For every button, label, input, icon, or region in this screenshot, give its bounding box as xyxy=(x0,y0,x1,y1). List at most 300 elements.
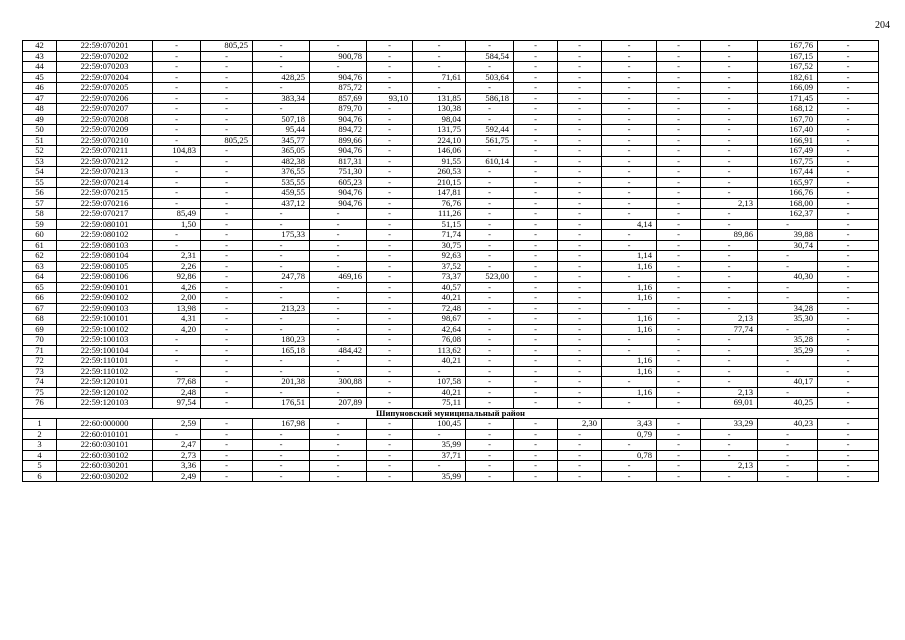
value-cell: - xyxy=(201,345,253,356)
value-cell: - xyxy=(201,377,253,388)
value-cell: - xyxy=(253,461,310,472)
value-cell: 167,98 xyxy=(253,419,310,430)
cadastral-number-cell: 22:59:090101 xyxy=(57,282,153,293)
value-cell: 2,26 xyxy=(153,261,201,272)
value-cell: - xyxy=(466,356,514,367)
row-number-cell: 61 xyxy=(23,240,57,251)
value-cell: - xyxy=(466,104,514,115)
value-cell: - xyxy=(310,335,367,346)
value-cell: - xyxy=(558,72,602,83)
value-cell: - xyxy=(558,303,602,314)
value-cell: - xyxy=(514,293,558,304)
value-cell: - xyxy=(758,293,818,304)
row-number-cell: 52 xyxy=(23,146,57,157)
table-row xyxy=(23,156,879,167)
value-cell: 3,43 xyxy=(602,419,657,430)
value-cell: - xyxy=(466,177,514,188)
value-cell: - xyxy=(818,461,879,472)
value-cell: - xyxy=(657,251,701,262)
value-cell: 2,48 xyxy=(153,387,201,398)
value-cell: 40,25 xyxy=(758,398,818,409)
value-cell: - xyxy=(413,366,466,377)
value-cell: - xyxy=(701,209,758,220)
cadastral-number-cell: 22:60:030202 xyxy=(57,471,153,482)
value-cell: - xyxy=(558,293,602,304)
value-cell: 2,13 xyxy=(701,387,758,398)
value-cell: - xyxy=(657,62,701,73)
value-cell: - xyxy=(466,450,514,461)
value-cell: 92,63 xyxy=(413,251,466,262)
value-cell: - xyxy=(657,198,701,209)
value-cell: - xyxy=(466,62,514,73)
value-cell: - xyxy=(413,461,466,472)
value-cell: - xyxy=(558,51,602,62)
value-cell: 2,73 xyxy=(153,450,201,461)
value-cell: - xyxy=(253,429,310,440)
value-cell: - xyxy=(514,377,558,388)
row-number-cell: 76 xyxy=(23,398,57,409)
value-cell: - xyxy=(558,387,602,398)
table-row xyxy=(23,419,879,430)
cadastral-number-cell: 22:59:110102 xyxy=(57,366,153,377)
value-cell: - xyxy=(201,51,253,62)
value-cell: - xyxy=(514,261,558,272)
value-cell: 437,12 xyxy=(253,198,310,209)
value-cell: 92,86 xyxy=(153,272,201,283)
value-cell: - xyxy=(201,240,253,251)
value-cell: - xyxy=(701,177,758,188)
value-cell: - xyxy=(310,41,367,52)
row-number-cell: 3 xyxy=(23,440,57,451)
value-cell: - xyxy=(514,125,558,136)
table-row xyxy=(23,440,879,451)
value-cell: - xyxy=(602,398,657,409)
value-cell: - xyxy=(701,282,758,293)
value-cell: - xyxy=(466,461,514,472)
value-cell: - xyxy=(514,156,558,167)
value-cell: - xyxy=(153,429,201,440)
value-cell: 1,16 xyxy=(602,293,657,304)
cadastral-number-cell: 22:59:070214 xyxy=(57,177,153,188)
value-cell: - xyxy=(657,461,701,472)
value-cell: - xyxy=(558,230,602,241)
value-cell: - xyxy=(153,356,201,367)
value-cell: - xyxy=(514,282,558,293)
value-cell: 751,30 xyxy=(310,167,367,178)
value-cell: - xyxy=(367,251,413,262)
value-cell: - xyxy=(310,387,367,398)
cadastral-number-cell: 22:59:070213 xyxy=(57,167,153,178)
table-row xyxy=(23,177,879,188)
value-cell: - xyxy=(201,450,253,461)
value-cell: 39,88 xyxy=(758,230,818,241)
value-cell: - xyxy=(602,335,657,346)
value-cell: - xyxy=(701,303,758,314)
value-cell: - xyxy=(514,62,558,73)
value-cell: 1,16 xyxy=(602,282,657,293)
value-cell: - xyxy=(201,167,253,178)
value-cell: - xyxy=(558,93,602,104)
value-cell: 176,51 xyxy=(253,398,310,409)
value-cell: 30,75 xyxy=(413,240,466,251)
value-cell: 37,52 xyxy=(413,261,466,272)
value-cell: - xyxy=(514,303,558,314)
value-cell: 111,26 xyxy=(413,209,466,220)
row-number-cell: 66 xyxy=(23,293,57,304)
cadastral-number-cell: 22:59:070204 xyxy=(57,72,153,83)
value-cell: - xyxy=(310,314,367,325)
value-cell: 40,21 xyxy=(413,356,466,367)
value-cell: - xyxy=(558,377,602,388)
value-cell: - xyxy=(367,335,413,346)
table-row xyxy=(23,251,879,262)
value-cell: - xyxy=(201,198,253,209)
cadastral-number-cell: 22:59:070201 xyxy=(57,41,153,52)
row-number-cell: 75 xyxy=(23,387,57,398)
table-row xyxy=(23,41,879,52)
value-cell: - xyxy=(466,261,514,272)
row-number-cell: 46 xyxy=(23,83,57,94)
value-cell: - xyxy=(758,471,818,482)
value-cell: - xyxy=(201,387,253,398)
value-cell: - xyxy=(657,356,701,367)
value-cell: 584,54 xyxy=(466,51,514,62)
table-row xyxy=(23,240,879,251)
value-cell: - xyxy=(818,429,879,440)
value-cell: - xyxy=(602,377,657,388)
value-cell: - xyxy=(367,345,413,356)
value-cell: - xyxy=(466,335,514,346)
value-cell: - xyxy=(558,324,602,335)
value-cell: - xyxy=(413,83,466,94)
table-row xyxy=(23,125,879,136)
value-cell: - xyxy=(201,324,253,335)
row-number-cell: 5 xyxy=(23,461,57,472)
value-cell: - xyxy=(818,314,879,325)
cadastral-number-cell: 22:59:090103 xyxy=(57,303,153,314)
value-cell: - xyxy=(153,104,201,115)
value-cell: - xyxy=(558,135,602,146)
table-row xyxy=(23,146,879,157)
value-cell: 904,76 xyxy=(310,72,367,83)
value-cell: - xyxy=(310,209,367,220)
value-cell: - xyxy=(367,209,413,220)
value-cell: - xyxy=(253,282,310,293)
cadastral-number-cell: 22:59:080105 xyxy=(57,261,153,272)
row-number-cell: 56 xyxy=(23,188,57,199)
cadastral-number-cell: 22:59:100101 xyxy=(57,314,153,325)
value-cell: 40,30 xyxy=(758,272,818,283)
table-row xyxy=(23,366,879,377)
value-cell: - xyxy=(153,93,201,104)
value-cell: - xyxy=(602,471,657,482)
row-number-cell: 65 xyxy=(23,282,57,293)
value-cell: - xyxy=(758,356,818,367)
value-cell: 40,21 xyxy=(413,293,466,304)
value-cell: - xyxy=(367,419,413,430)
value-cell: - xyxy=(466,366,514,377)
value-cell: - xyxy=(558,146,602,157)
value-cell: - xyxy=(514,440,558,451)
table-row xyxy=(23,219,879,230)
value-cell: - xyxy=(514,198,558,209)
value-cell: - xyxy=(701,188,758,199)
value-cell: - xyxy=(201,146,253,157)
value-cell: - xyxy=(367,282,413,293)
value-cell: - xyxy=(466,345,514,356)
value-cell: - xyxy=(657,440,701,451)
value-cell: 1,16 xyxy=(602,324,657,335)
value-cell: - xyxy=(701,104,758,115)
value-cell: - xyxy=(201,125,253,136)
value-cell: 1,14 xyxy=(602,251,657,262)
value-cell: - xyxy=(514,366,558,377)
value-cell: 213,23 xyxy=(253,303,310,314)
cadastral-number-cell: 22:59:070216 xyxy=(57,198,153,209)
value-cell: - xyxy=(310,461,367,472)
value-cell: - xyxy=(758,461,818,472)
value-cell: - xyxy=(201,398,253,409)
cadastral-number-cell: 22:59:070206 xyxy=(57,93,153,104)
value-cell: - xyxy=(558,41,602,52)
value-cell: - xyxy=(367,135,413,146)
value-cell: - xyxy=(758,440,818,451)
value-cell: - xyxy=(153,156,201,167)
value-cell: - xyxy=(602,240,657,251)
value-cell: 345,77 xyxy=(253,135,310,146)
table-row xyxy=(23,83,879,94)
value-cell: - xyxy=(514,387,558,398)
value-cell: - xyxy=(657,72,701,83)
value-cell: - xyxy=(367,41,413,52)
value-cell: - xyxy=(466,303,514,314)
value-cell: - xyxy=(818,440,879,451)
value-cell: 166,76 xyxy=(758,188,818,199)
value-cell: - xyxy=(558,356,602,367)
value-cell: 535,55 xyxy=(253,177,310,188)
value-cell: - xyxy=(367,261,413,272)
value-cell: - xyxy=(466,314,514,325)
table-row xyxy=(23,345,879,356)
row-number-cell: 6 xyxy=(23,471,57,482)
value-cell: - xyxy=(367,314,413,325)
value-cell: - xyxy=(558,261,602,272)
value-cell: - xyxy=(514,419,558,430)
value-cell: - xyxy=(514,314,558,325)
value-cell: - xyxy=(602,125,657,136)
value-cell: - xyxy=(701,272,758,283)
value-cell: - xyxy=(514,324,558,335)
value-cell: - xyxy=(558,272,602,283)
cadastral-number-cell: 22:59:070211 xyxy=(57,146,153,157)
value-cell: - xyxy=(253,240,310,251)
value-cell: 113,62 xyxy=(413,345,466,356)
row-number-cell: 44 xyxy=(23,62,57,73)
value-cell: - xyxy=(466,419,514,430)
value-cell: 40,21 xyxy=(413,387,466,398)
value-cell: - xyxy=(514,83,558,94)
value-cell: 428,25 xyxy=(253,72,310,83)
value-cell: - xyxy=(514,41,558,52)
value-cell: - xyxy=(466,377,514,388)
value-cell: - xyxy=(514,209,558,220)
value-cell: 168,00 xyxy=(758,198,818,209)
value-cell: 72,48 xyxy=(413,303,466,314)
value-cell: - xyxy=(818,377,879,388)
value-cell: - xyxy=(153,72,201,83)
value-cell: - xyxy=(758,261,818,272)
value-cell: - xyxy=(758,219,818,230)
value-cell: - xyxy=(201,209,253,220)
value-cell: - xyxy=(310,219,367,230)
value-cell: - xyxy=(413,41,466,52)
value-cell: 131,85 xyxy=(413,93,466,104)
table-row xyxy=(23,377,879,388)
cadastral-number-cell: 22:59:070203 xyxy=(57,62,153,73)
value-cell: - xyxy=(367,156,413,167)
value-cell: - xyxy=(657,293,701,304)
row-number-cell: 72 xyxy=(23,356,57,367)
value-cell: - xyxy=(153,125,201,136)
value-cell: - xyxy=(558,471,602,482)
value-cell: - xyxy=(310,450,367,461)
cadastral-number-cell: 22:59:070215 xyxy=(57,188,153,199)
value-cell: 805,25 xyxy=(201,135,253,146)
value-cell: - xyxy=(367,240,413,251)
value-cell: 201,38 xyxy=(253,377,310,388)
value-cell: - xyxy=(310,240,367,251)
value-cell: - xyxy=(657,177,701,188)
value-cell: 1,16 xyxy=(602,356,657,367)
value-cell: - xyxy=(201,230,253,241)
value-cell: - xyxy=(701,125,758,136)
value-cell: - xyxy=(466,251,514,262)
table-row xyxy=(23,72,879,83)
value-cell: - xyxy=(253,41,310,52)
value-cell: - xyxy=(602,51,657,62)
value-cell: 76,08 xyxy=(413,335,466,346)
value-cell: - xyxy=(657,314,701,325)
value-cell: 168,12 xyxy=(758,104,818,115)
value-cell: 503,64 xyxy=(466,72,514,83)
value-cell: - xyxy=(514,398,558,409)
value-cell: - xyxy=(602,167,657,178)
value-cell: - xyxy=(201,461,253,472)
value-cell: - xyxy=(310,303,367,314)
value-cell: - xyxy=(253,314,310,325)
value-cell: - xyxy=(602,461,657,472)
value-cell: - xyxy=(818,356,879,367)
cadastral-number-cell: 22:59:070209 xyxy=(57,125,153,136)
value-cell: 904,76 xyxy=(310,114,367,125)
value-cell: - xyxy=(253,366,310,377)
value-cell: - xyxy=(558,198,602,209)
value-cell: - xyxy=(818,188,879,199)
row-number-cell: 59 xyxy=(23,219,57,230)
value-cell: - xyxy=(253,219,310,230)
value-cell: 167,52 xyxy=(758,62,818,73)
value-cell: - xyxy=(602,93,657,104)
table-row xyxy=(23,167,879,178)
value-cell: 95,44 xyxy=(253,125,310,136)
value-cell: - xyxy=(558,398,602,409)
value-cell: - xyxy=(201,429,253,440)
cadastral-number-cell: 22:59:070207 xyxy=(57,104,153,115)
row-number-cell: 2 xyxy=(23,429,57,440)
table-row xyxy=(23,272,879,283)
value-cell: 167,44 xyxy=(758,167,818,178)
value-cell: 77,68 xyxy=(153,377,201,388)
table-row xyxy=(23,261,879,272)
table-row xyxy=(23,209,879,220)
value-cell: 459,55 xyxy=(253,188,310,199)
value-cell: - xyxy=(818,398,879,409)
value-cell: - xyxy=(701,51,758,62)
value-cell: - xyxy=(818,146,879,157)
value-cell: - xyxy=(153,230,201,241)
value-cell: - xyxy=(201,335,253,346)
value-cell: - xyxy=(657,345,701,356)
value-cell: - xyxy=(758,387,818,398)
value-cell: - xyxy=(657,261,701,272)
value-cell: 523,00 xyxy=(466,272,514,283)
value-cell: - xyxy=(153,177,201,188)
row-number-cell: 58 xyxy=(23,209,57,220)
value-cell: - xyxy=(466,282,514,293)
row-number-cell: 51 xyxy=(23,135,57,146)
value-cell: - xyxy=(201,272,253,283)
cadastral-number-cell: 22:59:120103 xyxy=(57,398,153,409)
value-cell: 1,16 xyxy=(602,387,657,398)
table-row xyxy=(23,461,879,472)
value-cell: 167,76 xyxy=(758,41,818,52)
value-cell: - xyxy=(310,282,367,293)
value-cell: - xyxy=(657,272,701,283)
value-cell: - xyxy=(558,125,602,136)
value-cell: 482,38 xyxy=(253,156,310,167)
value-cell: - xyxy=(466,240,514,251)
value-cell: - xyxy=(253,209,310,220)
value-cell: - xyxy=(657,387,701,398)
value-cell: - xyxy=(701,93,758,104)
cadastral-number-cell: 22:59:100102 xyxy=(57,324,153,335)
value-cell: 857,69 xyxy=(310,93,367,104)
value-cell: 507,18 xyxy=(253,114,310,125)
value-cell: - xyxy=(466,198,514,209)
value-cell: - xyxy=(602,83,657,94)
value-cell: 247,78 xyxy=(253,272,310,283)
value-cell: - xyxy=(466,324,514,335)
value-cell: 2,00 xyxy=(153,293,201,304)
value-cell: - xyxy=(367,293,413,304)
value-cell: 40,17 xyxy=(758,377,818,388)
table-row xyxy=(23,114,879,125)
value-cell: - xyxy=(514,356,558,367)
value-cell: - xyxy=(657,83,701,94)
value-cell: 40,57 xyxy=(413,282,466,293)
row-number-cell: 54 xyxy=(23,167,57,178)
value-cell: - xyxy=(201,366,253,377)
cadastral-number-cell: 22:59:070208 xyxy=(57,114,153,125)
value-cell: - xyxy=(310,261,367,272)
value-cell: - xyxy=(558,429,602,440)
value-cell: - xyxy=(818,450,879,461)
cadastral-number-cell: 22:59:080103 xyxy=(57,240,153,251)
value-cell: - xyxy=(253,104,310,115)
value-cell: 2,30 xyxy=(558,419,602,430)
value-cell: - xyxy=(466,146,514,157)
value-cell: 2,47 xyxy=(153,440,201,451)
